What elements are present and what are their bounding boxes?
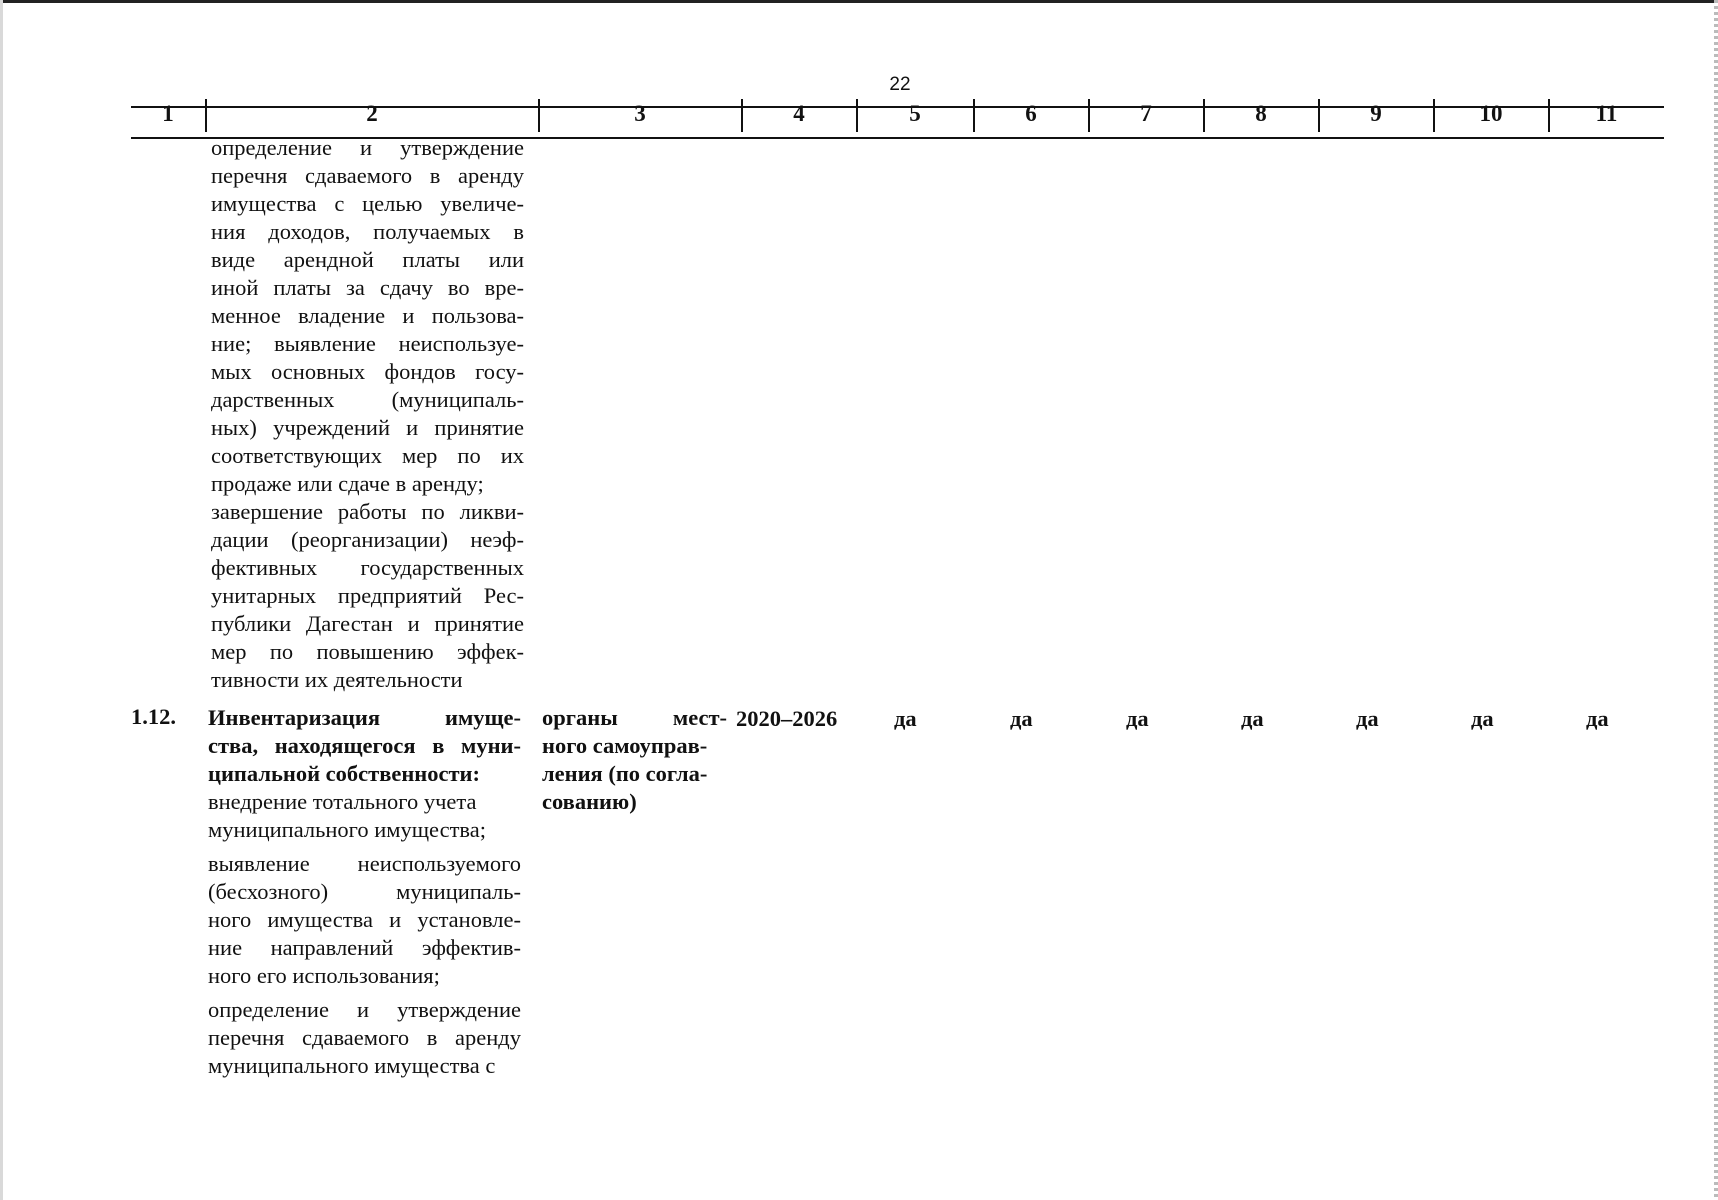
- text-line: определение и утверждение: [211, 135, 524, 160]
- text-line: определение и утверждение: [208, 997, 521, 1022]
- value-col-9: да: [1356, 706, 1379, 731]
- text-line: (бесхозного) муниципаль-: [208, 879, 521, 904]
- text-line: мер по повышению эффек-: [211, 639, 524, 664]
- text-line: виде арендной платы или: [211, 247, 524, 272]
- column-header-6: 6: [1025, 101, 1037, 126]
- text-line: перечня сдаваемого в аренду: [211, 163, 524, 188]
- text-line: выявление неиспользуемого: [208, 851, 521, 876]
- text-line: соответствующих мер по их: [211, 443, 524, 468]
- column-header-11: 11: [1595, 101, 1618, 126]
- continued-item-text: [211, 134, 524, 694]
- text-line: ных) учреждений и принятие: [211, 415, 524, 440]
- text-line: ния доходов, получаемых в: [211, 219, 524, 244]
- scan-edge-left: [0, 0, 3, 1200]
- text-line: имущества с целью увеличе-: [211, 191, 524, 216]
- column-header-9: 9: [1370, 101, 1382, 126]
- item-title-line: ципальной собственности:: [208, 761, 480, 786]
- text-line: мых основных фондов госу-: [211, 359, 524, 384]
- text-line: завершение работы по ликви-: [211, 499, 524, 524]
- item-period: 2020–2026: [736, 706, 838, 731]
- value-col-6: да: [1010, 706, 1033, 731]
- executor-line: органы мест-: [542, 705, 727, 730]
- text-line: менное владение и пользова-: [211, 303, 524, 328]
- item-number: 1.12.: [131, 704, 176, 729]
- column-header-7: 7: [1140, 101, 1152, 126]
- text-line: дации (реорганизации) неэф-: [211, 527, 524, 552]
- text-line: перечня сдаваемого в аренду: [208, 1025, 521, 1050]
- item-description: [208, 704, 521, 1080]
- column-header-4: 4: [793, 101, 805, 126]
- text-line: ние; выявление неиспользуе-: [211, 331, 524, 356]
- value-col-11: да: [1586, 706, 1609, 731]
- text-line: продаже или сдаче в аренду;: [211, 471, 484, 496]
- text-line: публики Дагестан и принятие: [211, 611, 524, 636]
- text-line: фективных государственных: [211, 555, 524, 580]
- column-header-8: 8: [1255, 101, 1267, 126]
- item-title-line: Инвентаризация имуще-: [208, 705, 521, 730]
- text-line: иной платы за сдачу во вре-: [211, 275, 524, 300]
- text-line: ние направлений эффектив-: [208, 935, 521, 960]
- executor-line: сованию): [542, 789, 637, 814]
- text-line: муниципального имущества с: [208, 1053, 496, 1078]
- value-col-8: да: [1241, 706, 1264, 731]
- column-header-3: 3: [634, 101, 646, 126]
- column-header-10: 10: [1479, 101, 1503, 126]
- value-col-10: да: [1471, 706, 1494, 731]
- text-line: унитарных предприятий Рес-: [211, 583, 524, 608]
- column-header-5: 5: [909, 101, 921, 126]
- text-line: дарственных (муниципаль-: [211, 387, 524, 412]
- text-line: ного имущества и установле-: [208, 907, 521, 932]
- text-line: тивности их деятельности: [211, 667, 463, 692]
- executor-line: ного самоуправ-: [542, 733, 708, 758]
- value-col-5: да: [894, 706, 917, 731]
- item-title-line: ства, находящегося в муни-: [208, 733, 521, 758]
- text-line: ного его использования;: [208, 963, 440, 988]
- text-line: внедрение тотального учета: [208, 789, 477, 814]
- scan-edge-right: [1714, 0, 1718, 1200]
- column-header-2: 2: [366, 101, 378, 126]
- executor-line: ления (по согла-: [542, 761, 708, 786]
- value-col-7: да: [1126, 706, 1149, 731]
- scan-edge-top: [0, 0, 1718, 3]
- column-header-1: 1: [162, 101, 174, 126]
- page-number: 22: [889, 74, 911, 95]
- text-line: муниципального имущества;: [208, 817, 486, 842]
- item-executor: [542, 704, 727, 816]
